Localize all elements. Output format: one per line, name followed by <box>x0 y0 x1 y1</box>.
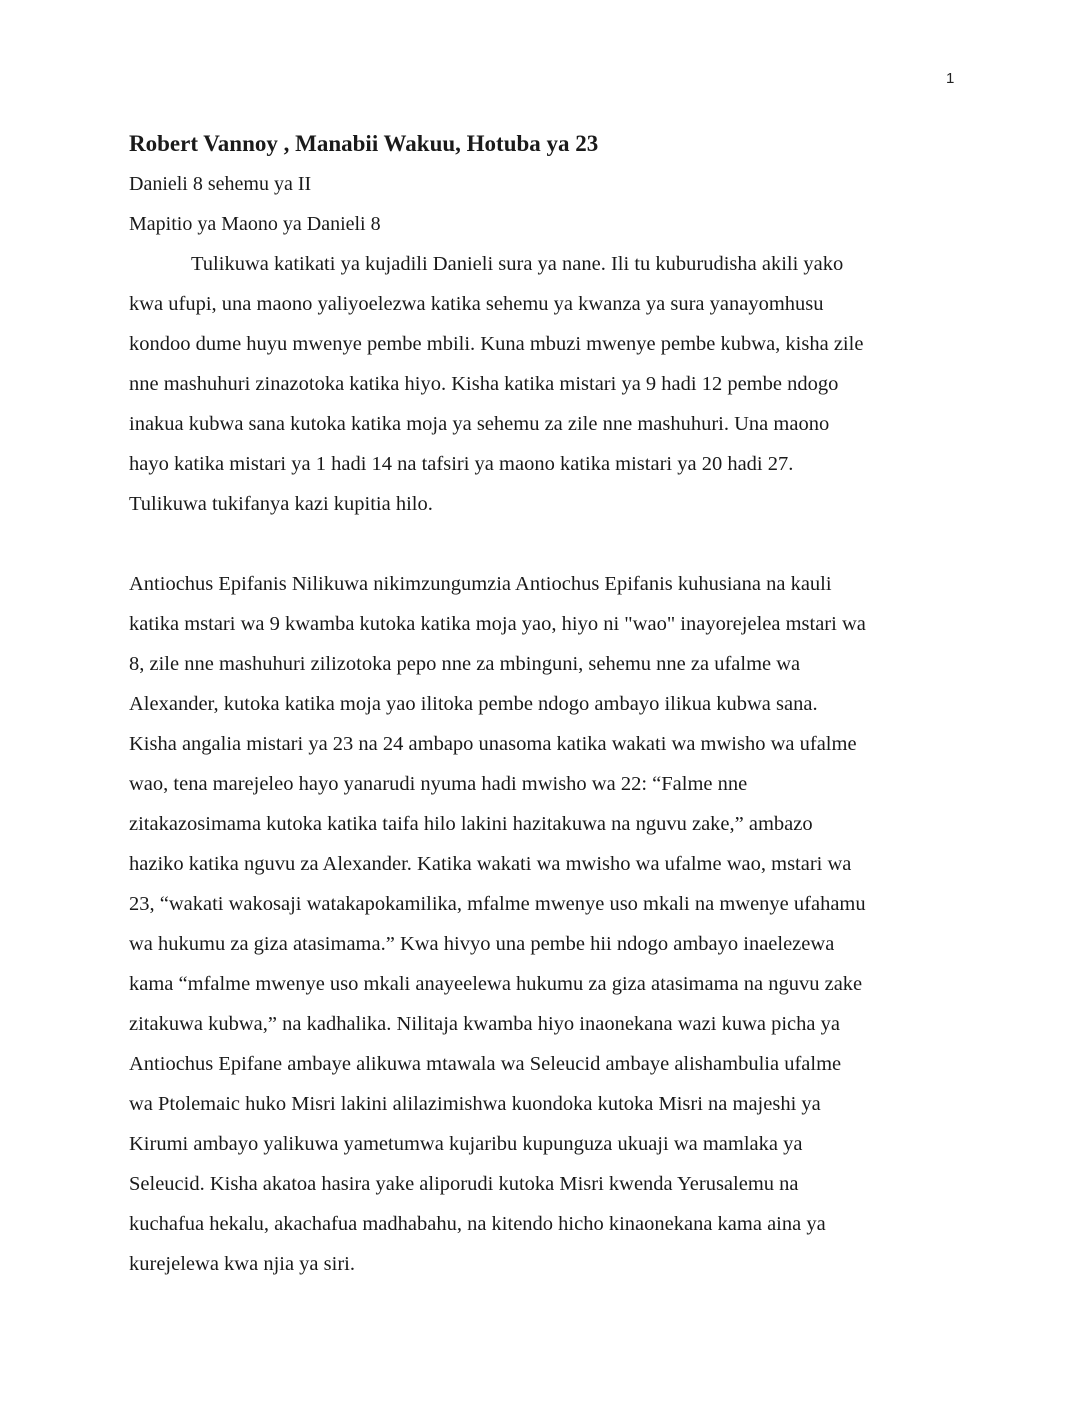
paragraph-line: Kisha angalia mistari ya 23 na 24 ambapo unasoma katika wakati wa mwisho wa ufalme <box>129 733 857 755</box>
paragraph-line: inakua kubwa sana kutoka katika moja ya sehemu za zile nne mashuhuri. Una maono <box>129 413 830 435</box>
paragraph-line: wao, tena marejeleo hayo yanarudi nyuma hadi mwisho wa 22: “Falme nne <box>129 773 748 795</box>
paragraph-line: Antiochus Epifane ambaye alikuwa mtawala wa Seleucid ambaye alishambulia ufalme <box>129 1053 842 1075</box>
paragraph-line: Kirumi ambayo yalikuwa yametumwa kujaribu kupunguza ukuaji wa mamlaka ya <box>129 1133 803 1155</box>
paragraph-2 <box>129 564 959 1284</box>
paragraph-line: 23, “wakati wakosaji watakapokamilika, mfalme mwenye uso mkali na mwenye ufahamu <box>129 893 866 915</box>
paragraph-line: Antiochus Epifanis Nilikuwa nikimzungumzia Antiochus Epifanis kuhusiana na kauli <box>129 573 832 595</box>
document-title: Robert Vannoy , Manabii Wakuu, Hotuba ya 23 <box>129 131 599 156</box>
paragraph-line: kurejelewa kwa njia ya siri. <box>129 1253 355 1275</box>
paragraph-line: kama “mfalme mwenye uso mkali anayeelewa hukumu za giza atasimama na nguvu zake <box>129 973 863 995</box>
paragraph-line: kondoo dume huyu mwenye pembe mbili. Kuna mbuzi mwenye pembe kubwa, kisha zile <box>129 333 864 355</box>
page-number: 1 <box>946 70 955 87</box>
paragraph-line: haziko katika nguvu za Alexander. Katika wakati wa mwisho wa ufalme wao, mstari wa <box>129 853 852 875</box>
subtitle-heading: Mapitio ya Maono ya Danieli 8 <box>129 213 381 235</box>
paragraph-line: katika mstari wa 9 kwamba kutoka katika moja yao, hiyo ni "wao" inayorejelea mstari wa <box>129 613 866 635</box>
paragraph-line: Seleucid. Kisha akatoa hasira yake aliporudi kutoka Misri kwenda Yerusalemu na <box>129 1173 799 1195</box>
paragraph-1 <box>129 244 959 524</box>
paragraph-line: zitakuwa kubwa,” na kadhalika. Nilitaja kwamba hiyo inaonekana wazi kuwa picha ya <box>129 1013 840 1035</box>
paragraph-gap <box>129 524 959 564</box>
paragraph-line: wa hukumu za giza atasimama.” Kwa hivyo una pembe hii ndogo ambayo inaelezewa <box>129 933 835 955</box>
paragraph-line: Tulikuwa tukifanya kazi kupitia hilo. <box>129 493 433 515</box>
paragraph-line: Alexander, kutoka katika moja yao ilitoka pembe ndogo ambayo ilikua kubwa sana. <box>129 693 818 715</box>
subtitle-section: Danieli 8 sehemu ya II <box>129 173 312 195</box>
paragraph-line: Tulikuwa katikati ya kujadili Danieli sura ya nane. Ili tu kuburudisha akili yako <box>191 253 844 275</box>
paragraph-line: wa Ptolemaic huko Misri lakini alilazimishwa kuondoka kutoka Misri na majeshi ya <box>129 1093 821 1115</box>
paragraph-line: hayo katika mistari ya 1 hadi 14 na tafsiri ya maono katika mistari ya 20 hadi 27. <box>129 453 794 475</box>
paragraph-line: zitakazosimama kutoka katika taifa hilo lakini hazitakuwa na nguvu zake,” ambazo <box>129 813 813 835</box>
paragraph-line: 8, zile nne mashuhuri zilizotoka pepo nne za mbinguni, sehemu nne za ufalme wa <box>129 653 801 675</box>
paragraph-line: nne mashuhuri zinazotoka katika hiyo. Kisha katika mistari ya 9 hadi 12 pembe ndogo <box>129 373 839 395</box>
paragraph-line: kuchafua hekalu, akachafua madhabahu, na kitendo hicho kinaonekana kama aina ya <box>129 1213 826 1235</box>
document-body <box>129 128 959 1284</box>
paragraph-line: kwa ufupi, una maono yaliyoelezwa katika sehemu ya kwanza ya sura yanayomhusu <box>129 293 824 315</box>
